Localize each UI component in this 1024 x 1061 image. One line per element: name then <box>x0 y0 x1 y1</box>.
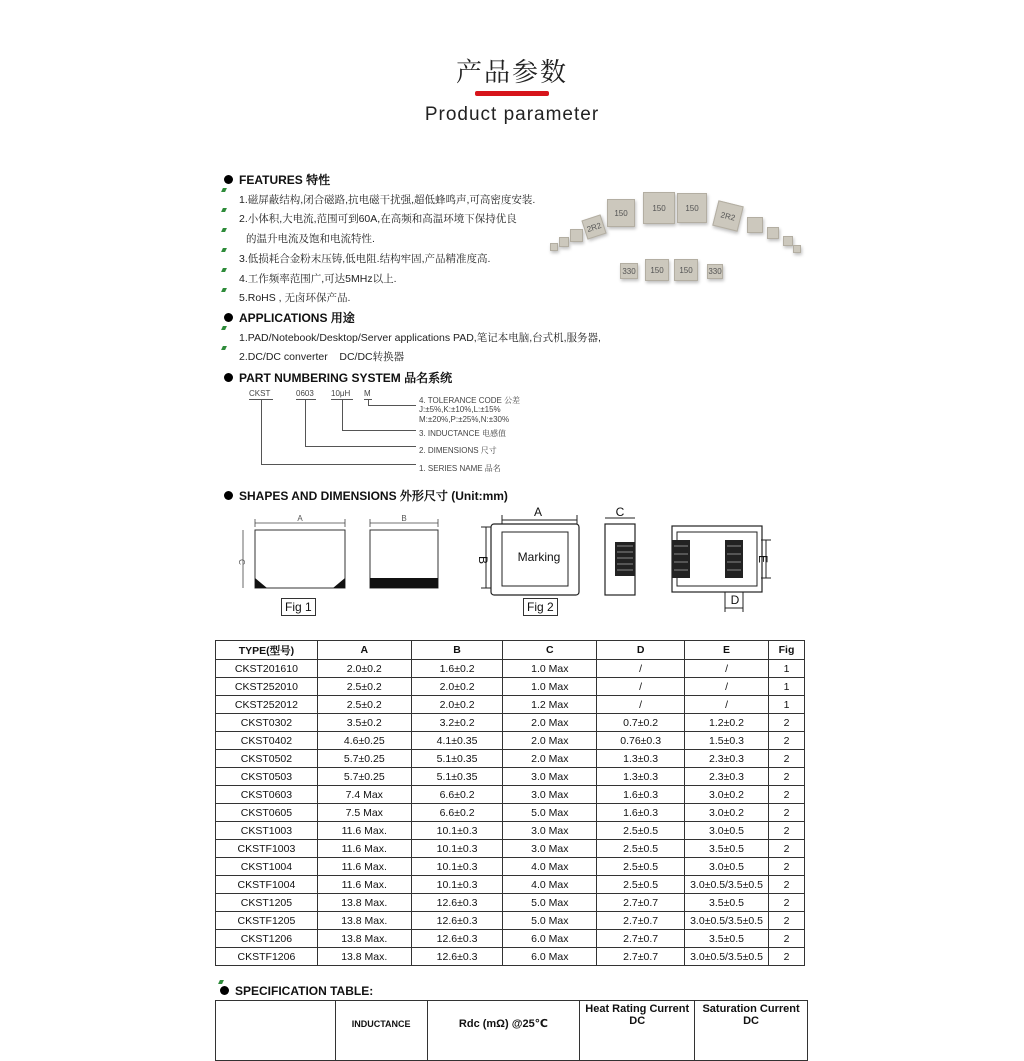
cell-c: 5.0 Max <box>503 894 597 912</box>
cell-b: 12.6±0.3 <box>411 930 503 948</box>
table-row <box>216 912 805 930</box>
bullet-dot-icon <box>224 491 233 500</box>
cell-a: 7.5 Max <box>317 804 411 822</box>
dim-label-a1: A <box>297 514 303 523</box>
cell-fig: 1 <box>769 696 805 714</box>
cell-c: 3.0 Max <box>503 786 597 804</box>
fig1-label: Fig 1 <box>281 598 316 616</box>
cell-type: CKSTF1206 <box>216 948 318 966</box>
cell-b: 2.0±0.2 <box>411 696 503 714</box>
cell-e: 3.5±0.5 <box>685 930 769 948</box>
cell-e: 3.0±0.2 <box>685 804 769 822</box>
feature-line-4: 4.工作频率范围广,可达5MHz以上. <box>239 273 397 285</box>
cell-a: 13.8 Max. <box>317 930 411 948</box>
cell-b: 6.6±0.2 <box>411 804 503 822</box>
spec-col-inductance: INDUCTANCE <box>335 1001 427 1061</box>
cell-type: CKST0503 <box>216 768 318 786</box>
cell-a: 3.5±0.2 <box>317 714 411 732</box>
cell-a: 11.6 Max. <box>317 876 411 894</box>
pn-connector <box>261 399 262 465</box>
cell-e: 1.2±0.2 <box>685 714 769 732</box>
green-mark-icon <box>221 326 227 330</box>
cell-b: 10.1±0.3 <box>411 840 503 858</box>
features-heading-text: FEATURES 特性 <box>239 173 331 187</box>
table-header-row <box>216 641 805 660</box>
applications-heading <box>224 309 355 326</box>
green-mark-icon <box>221 268 227 272</box>
cell-fig: 2 <box>769 804 805 822</box>
col-header-c: C <box>503 641 597 660</box>
applications-heading-text: APPLICATIONS 用途 <box>239 311 355 325</box>
cell-type: CKST252012 <box>216 696 318 714</box>
spec-table <box>215 1000 808 1061</box>
table-row <box>216 804 805 822</box>
chip-marking: 2R2 <box>719 209 737 223</box>
cell-e: 3.0±0.5 <box>685 858 769 876</box>
table-row <box>216 750 805 768</box>
dim-label-b2: B <box>476 555 490 565</box>
cell-d: 1.3±0.3 <box>597 768 685 786</box>
table-row <box>216 732 805 750</box>
table-row <box>216 840 805 858</box>
cell-c: 2.0 Max <box>503 714 597 732</box>
cell-b: 3.2±0.2 <box>411 714 503 732</box>
cell-b: 10.1±0.3 <box>411 858 503 876</box>
fig2-top-view <box>476 505 579 595</box>
pn-code-inductance: 10μH <box>331 389 351 398</box>
chip-medium <box>645 259 669 281</box>
feature-line-2b: 的温升电流及饱和电流特性. <box>246 233 375 245</box>
cell-b: 12.6±0.3 <box>411 948 503 966</box>
dimensions-table-body <box>216 660 805 966</box>
fig1-side-view <box>370 514 438 588</box>
cell-a: 2.5±0.2 <box>317 678 411 696</box>
cell-fig: 2 <box>769 786 805 804</box>
cell-fig: 2 <box>769 948 805 966</box>
cell-fig: 2 <box>769 876 805 894</box>
cell-b: 12.6±0.3 <box>411 894 503 912</box>
cell-a: 13.8 Max. <box>317 894 411 912</box>
cell-fig: 2 <box>769 912 805 930</box>
cell-b: 1.6±0.2 <box>411 660 503 678</box>
chip-small <box>747 217 763 233</box>
cell-b: 6.6±0.2 <box>411 786 503 804</box>
pn-label-tolerance: 4. TOLERANCE CODE 公差 <box>419 396 521 405</box>
cell-d: 0.76±0.3 <box>597 732 685 750</box>
pn-underline <box>296 399 316 400</box>
cell-d: 1.6±0.3 <box>597 804 685 822</box>
cell-c: 4.0 Max <box>503 876 597 894</box>
cell-type: CKSTF1003 <box>216 840 318 858</box>
cell-type: CKST252010 <box>216 678 318 696</box>
features-heading <box>224 171 330 188</box>
cell-type: CKST1004 <box>216 858 318 876</box>
pn-label-tolerance-values-2: M:±20%,P:±25%,N:±30% <box>419 415 510 424</box>
spec-col-type <box>216 1001 336 1061</box>
feature-line-3: 3.低损耗合金粉末压铸,低电阻.结构牢固,产品精准度高. <box>239 253 491 265</box>
col-header-b: B <box>411 641 503 660</box>
cell-a: 11.6 Max. <box>317 840 411 858</box>
cell-e: 3.0±0.5/3.5±0.5 <box>685 912 769 930</box>
pn-label-series: 1. SERIES NAME 品名 <box>419 464 501 473</box>
cell-e: 3.0±0.5/3.5±0.5 <box>685 948 769 966</box>
cell-a: 13.8 Max. <box>317 912 411 930</box>
table-row <box>216 948 805 966</box>
cell-c: 3.0 Max <box>503 822 597 840</box>
cell-d: 1.3±0.3 <box>597 750 685 768</box>
pn-connector <box>305 399 306 447</box>
table-row <box>216 678 805 696</box>
cell-d: 2.7±0.7 <box>597 894 685 912</box>
chip-marking: 150 <box>685 203 699 213</box>
cell-a: 2.0±0.2 <box>317 660 411 678</box>
cell-fig: 2 <box>769 930 805 948</box>
part-numbering-heading-text: PART NUMBERING SYSTEM 品名系统 <box>239 371 453 385</box>
cell-a: 2.5±0.2 <box>317 696 411 714</box>
page-title-cn: 产品参数 <box>455 57 568 87</box>
cell-e: 2.3±0.3 <box>685 750 769 768</box>
dim-label-c1: C <box>237 559 246 565</box>
cell-type: CKSTF1004 <box>216 876 318 894</box>
pn-connector <box>342 430 416 431</box>
bullet-dot-icon <box>224 373 233 382</box>
dim-label-c2: C <box>615 505 625 519</box>
cell-fig: 2 <box>769 822 805 840</box>
chip-small <box>620 263 638 279</box>
bullet-dot-icon <box>224 175 233 184</box>
cell-b: 10.1±0.3 <box>411 876 503 894</box>
cell-d: 2.5±0.5 <box>597 822 685 840</box>
cell-a: 4.6±0.25 <box>317 732 411 750</box>
cell-b: 4.1±0.35 <box>411 732 503 750</box>
table-row <box>216 822 805 840</box>
green-mark-icon <box>221 248 227 252</box>
bullet-dot-icon <box>220 986 229 995</box>
part-numbering-heading <box>224 369 452 386</box>
cell-fig: 2 <box>769 858 805 876</box>
feature-line-1: 1.磁屏蔽结构,闭合磁路,抗电磁干扰强,超低蜂鸣声,可高密度安装. <box>239 194 536 206</box>
chip-small <box>767 227 779 239</box>
cell-a: 5.7±0.25 <box>317 750 411 768</box>
cell-a: 5.7±0.25 <box>317 768 411 786</box>
cell-fig: 1 <box>769 678 805 696</box>
cell-e: 2.3±0.3 <box>685 768 769 786</box>
cell-b: 5.1±0.35 <box>411 768 503 786</box>
pn-connector <box>368 405 416 406</box>
cell-a: 11.6 Max. <box>317 858 411 876</box>
table-row <box>216 930 805 948</box>
chip-large <box>677 193 707 223</box>
chip-large <box>643 192 675 224</box>
chip-large <box>607 199 635 227</box>
cell-type: CKST0302 <box>216 714 318 732</box>
feature-line-5: 5.RoHS , 无卤环保产品. <box>239 292 351 304</box>
cell-c: 1.0 Max <box>503 678 597 696</box>
fig2-label: Fig 2 <box>523 598 558 616</box>
chip-small <box>570 229 583 242</box>
chip-medium <box>712 200 744 232</box>
table-row <box>216 876 805 894</box>
chip-tiny <box>559 237 569 247</box>
pn-connector <box>261 464 416 465</box>
cell-a: 11.6 Max. <box>317 822 411 840</box>
chip-medium <box>674 259 698 281</box>
table-row <box>216 660 805 678</box>
pn-label-inductance: 3. INDUCTANCE 电感值 <box>419 429 506 438</box>
cell-c: 3.0 Max <box>503 840 597 858</box>
pn-label-dimensions: 2. DIMENSIONS 尺寸 <box>419 446 497 455</box>
cell-type: CKSTF1205 <box>216 912 318 930</box>
cell-e: / <box>685 660 769 678</box>
cell-fig: 2 <box>769 894 805 912</box>
pn-connector <box>342 399 343 431</box>
cell-fig: 2 <box>769 714 805 732</box>
cell-e: / <box>685 678 769 696</box>
cell-d: 1.6±0.3 <box>597 786 685 804</box>
cell-type: CKST0502 <box>216 750 318 768</box>
cell-fig: 2 <box>769 840 805 858</box>
table-row <box>216 858 805 876</box>
cell-e: 3.5±0.5 <box>685 840 769 858</box>
feature-line-2: 2.小体积,大电流,范围可到60A,在高频和高温环境下保持优良 <box>239 213 517 225</box>
chip-marking: 330 <box>622 266 636 276</box>
chip-tiny <box>783 236 793 246</box>
spec-heading <box>220 984 373 998</box>
cell-b: 5.1±0.35 <box>411 750 503 768</box>
application-line-2: 2.DC/DC converter DC/DC转换器 <box>239 351 405 363</box>
col-header-d: D <box>597 641 685 660</box>
cell-e: 3.0±0.5/3.5±0.5 <box>685 876 769 894</box>
pn-code-dimensions: 0603 <box>296 389 314 398</box>
table-row <box>216 786 805 804</box>
col-header-fig: Fig <box>769 641 805 660</box>
cell-type: CKST201610 <box>216 660 318 678</box>
cell-c: 3.0 Max <box>503 768 597 786</box>
cell-c: 5.0 Max <box>503 804 597 822</box>
green-mark-icon <box>221 288 227 292</box>
application-line-1: 1.PAD/Notebook/Desktop/Server applications PAD,笔记本电脑,台式机,服务器, <box>239 332 601 344</box>
table-row <box>216 696 805 714</box>
product-photo <box>545 185 805 285</box>
chip-tiny <box>793 245 801 253</box>
col-header-e: E <box>685 641 769 660</box>
cell-a: 13.8 Max. <box>317 948 411 966</box>
col-header-type: TYPE(型号) <box>216 641 318 660</box>
cell-c: 2.0 Max <box>503 750 597 768</box>
table-row <box>216 894 805 912</box>
green-mark-icon <box>221 208 227 212</box>
spec-col-heat-rating: Heat Rating Current DC <box>580 1001 695 1061</box>
cell-fig: 1 <box>769 660 805 678</box>
cell-d: 2.7±0.7 <box>597 948 685 966</box>
fig2-side-view <box>605 505 635 595</box>
chip-small <box>707 264 723 279</box>
cell-e: 3.0±0.2 <box>685 786 769 804</box>
dim-label-b1: B <box>401 514 407 523</box>
pn-code-tolerance: M <box>364 389 371 398</box>
cell-e: / <box>685 696 769 714</box>
chip-marking: 330 <box>708 267 722 276</box>
cell-d: 2.7±0.7 <box>597 912 685 930</box>
cell-fig: 2 <box>769 750 805 768</box>
pn-label-tolerance-values-1: J:±5%,K:±10%,L:±15% <box>419 405 501 414</box>
cell-c: 1.0 Max <box>503 660 597 678</box>
dim-label-d: D <box>730 593 740 607</box>
chip-marking: 150 <box>650 265 664 275</box>
cell-b: 10.1±0.3 <box>411 822 503 840</box>
fig2-bottom-view <box>672 526 771 612</box>
cell-d: 0.7±0.2 <box>597 714 685 732</box>
cell-d: 2.5±0.5 <box>597 876 685 894</box>
green-mark-icon <box>221 346 227 350</box>
spec-col-rdc: Rdc (mΩ) @25℃ <box>427 1001 580 1061</box>
dimensions-table <box>215 640 805 966</box>
shapes-heading-text: SHAPES AND DIMENSIONS 外形尺寸 (Unit:mm) <box>239 489 508 503</box>
cell-d: 2.7±0.7 <box>597 930 685 948</box>
cell-c: 4.0 Max <box>503 858 597 876</box>
cell-b: 2.0±0.2 <box>411 678 503 696</box>
chip-medium <box>581 214 606 239</box>
title-accent-bar <box>475 91 549 96</box>
cell-d: 2.5±0.5 <box>597 840 685 858</box>
cell-type: CKST1206 <box>216 930 318 948</box>
chip-marking: 150 <box>679 265 693 275</box>
cell-c: 5.0 Max <box>503 912 597 930</box>
cell-type: CKST0402 <box>216 732 318 750</box>
cell-b: 12.6±0.3 <box>411 912 503 930</box>
cell-type: CKST1205 <box>216 894 318 912</box>
cell-c: 1.2 Max <box>503 696 597 714</box>
dim-label-a2: A <box>533 505 543 519</box>
cell-d: 2.5±0.5 <box>597 858 685 876</box>
table-row <box>216 768 805 786</box>
spec-header-row <box>216 1001 808 1061</box>
cell-c: 2.0 Max <box>503 732 597 750</box>
cell-e: 1.5±0.3 <box>685 732 769 750</box>
spec-heading-text: SPECIFICATION TABLE: <box>235 984 374 998</box>
green-mark-icon <box>221 228 227 232</box>
col-header-a: A <box>317 641 411 660</box>
cell-type: CKST0603 <box>216 786 318 804</box>
cell-a: 7.4 Max <box>317 786 411 804</box>
chip-tiny <box>550 243 558 251</box>
cell-fig: 2 <box>769 732 805 750</box>
pn-code-series: CKST <box>249 389 271 398</box>
cell-fig: 2 <box>769 768 805 786</box>
marking-text: Marking <box>517 550 561 564</box>
cell-c: 6.0 Max <box>503 948 597 966</box>
cell-d: / <box>597 678 685 696</box>
cell-e: 3.0±0.5 <box>685 822 769 840</box>
chip-marking: 150 <box>614 208 628 218</box>
cell-d: / <box>597 696 685 714</box>
cell-d: / <box>597 660 685 678</box>
cell-c: 6.0 Max <box>503 930 597 948</box>
green-mark-icon <box>221 188 227 192</box>
cell-type: CKST1003 <box>216 822 318 840</box>
pn-connector <box>305 446 416 447</box>
spec-col-saturation: Saturation Current DC <box>695 1001 808 1061</box>
page-title-en: Product parameter <box>424 104 600 125</box>
chip-marking: 2R2 <box>585 220 603 234</box>
cell-type: CKST0605 <box>216 804 318 822</box>
chip-marking: 150 <box>652 203 666 213</box>
table-row <box>216 714 805 732</box>
bullet-dot-icon <box>224 313 233 322</box>
cell-e: 3.5±0.5 <box>685 894 769 912</box>
dim-label-e: E <box>756 554 770 564</box>
fig1-front-view <box>237 514 345 588</box>
